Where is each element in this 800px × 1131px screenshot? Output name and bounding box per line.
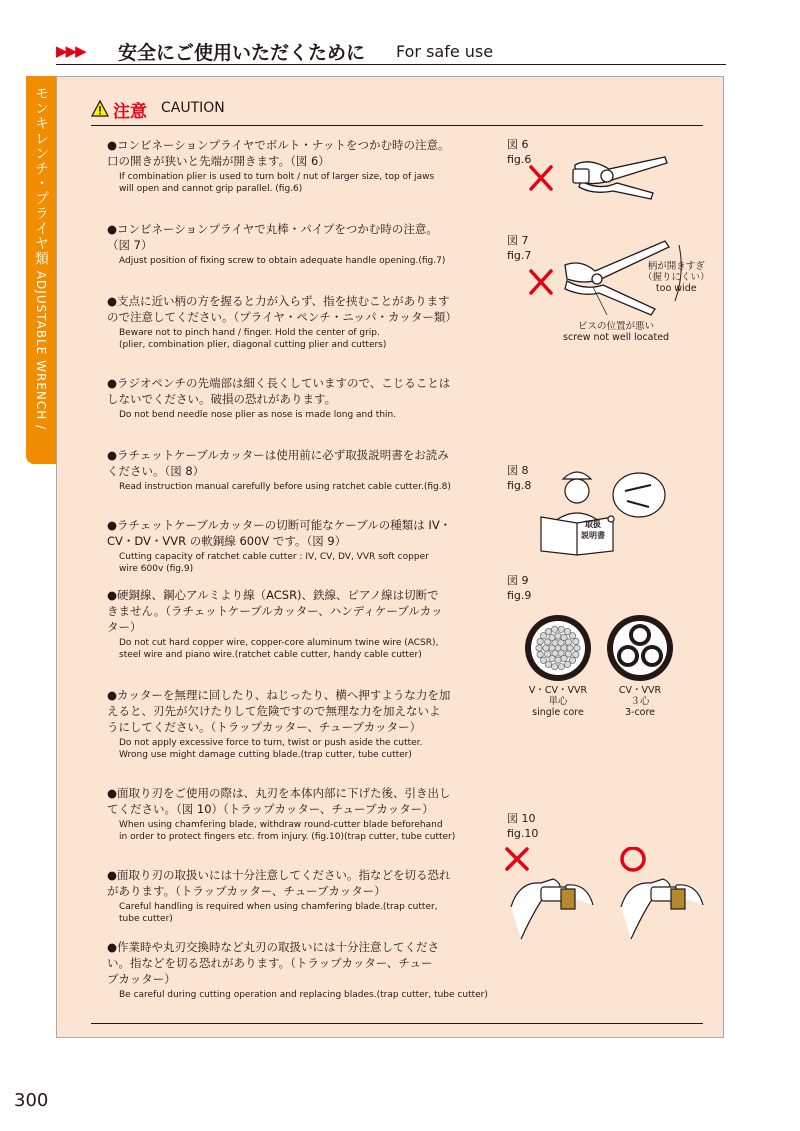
wire-strand (537, 638, 543, 644)
header-title-en: For safe use (396, 42, 494, 61)
wire-strand (558, 664, 564, 670)
three-core-jp: ３心 (630, 696, 650, 707)
cross-mark-icon (531, 271, 551, 293)
side-tab-jp: モンキレンチ・プライヤ類 (33, 86, 49, 266)
caution-divider (91, 125, 703, 126)
item-text-en: Be careful during cutting operation and replacing blades.(trap cutter, tube cutter) (119, 990, 488, 1000)
three-core-cable-icon (605, 613, 675, 683)
fig10-label-jp: 図 10 (507, 812, 536, 825)
fig7-label-jp: 図 7 (507, 234, 529, 247)
fig7-screw-note-en: screw not well located (563, 332, 670, 343)
fig9-label-jp: 図 9 (507, 574, 529, 587)
list-item (107, 785, 487, 843)
item-text-en: When using chamfering blade, withdraw round-cutter blade beforehand in order to protect fingers etc. from injury. (fig.10)(trap cutter, tube cutter) (119, 820, 456, 842)
item-text-jp: ●作業時や丸刃交換時など丸刃の取扱いには十分注意してくださ い。指などを切る恐れがあります。（トラップカッター、チュー ブカッター） (107, 940, 440, 986)
header-arrows-icon: ▶▶▶ (56, 42, 85, 60)
fig7-screw-note (563, 321, 669, 343)
caution-label-en: CAUTION (161, 100, 225, 116)
wire-strand (555, 633, 561, 639)
item-text-jp: ●ラチェットケーブルカッターは使用前に必ず取扱説明書をお読み ください。（図 8） (107, 448, 449, 478)
item-text-en: Beware not to pinch hand / finger. Hold the center of grip. (plier, combination plier, diagonal cutting plier and cutters) (119, 328, 387, 350)
item-text-en: Adjust position of fixing screw to obtain adequate handle opening.(fig.7) (119, 256, 446, 266)
item-text-en: If combination plier is used to turn bolt / nut of larger size, top of jaws will open and cannot grip parallel. (fig.6) (119, 172, 435, 194)
hands-with-cutter-icon (511, 879, 703, 939)
wire-strand (569, 633, 575, 639)
wire-strand (552, 664, 558, 670)
fig7-screw-note-jp: ビスの位置が悪い (578, 321, 655, 332)
list-item (107, 517, 487, 575)
side-tab-en: ADJUSTABLE WRENCH / PLIER (4, 86, 48, 431)
wire-strand (555, 657, 561, 663)
header-title-jp: 安全にご使用いただくために (118, 42, 366, 64)
fig10-label (507, 811, 538, 841)
item-text-jp: ●ラチェットケーブルカッターの切断可能なケーブルの種類は IV・ CV・DV・VVR の軟銅線 600V です。（図 9） (107, 518, 452, 548)
item-text-jp: ●コンビネーションプライヤでボルト・ナットをつかむ時の注意。 口の開きが狭いと先端が開きます。（図 6） (107, 138, 450, 168)
wire-strand (544, 651, 550, 657)
caution-label-jp: 注意 (113, 102, 147, 122)
page-header (56, 36, 726, 66)
item-text-en: Do not bend needle nose plier as nose is made long and thin. (119, 410, 397, 420)
list-item (107, 137, 487, 195)
fig7-label-en: fig.7 (507, 249, 532, 262)
wire-strand (573, 651, 579, 657)
list-item (107, 939, 527, 1001)
single-core-en: single core (532, 707, 584, 718)
fig9-label (507, 573, 531, 603)
item-text-en: Cutting capacity of ratchet cable cutter : IV, CV, DV, VVR soft copper wire 600v (fig.9) (119, 552, 429, 574)
three-core-type: CV・VVR (618, 685, 662, 696)
item-text-jp: ●面取り刃の取扱いには十分注意してください。指などを切る恐れ があります。（トラップカッター、チューブカッター） (107, 868, 451, 898)
wire-strand (549, 634, 555, 640)
fig8-manual-text: 取扱 説明書 (581, 520, 605, 540)
item-text-jp: ●ラジオペンチの先端部は細く長くしていますので、こじることは しないでください。破損の恐れがあります。 (107, 376, 451, 406)
page-number: 300 (14, 1090, 49, 1111)
item-text-en: Do not apply excessive force to turn, twist or push aside the cutter. Wrong use might damage cutting blade.(trap cutter, tube cutter) (119, 738, 423, 760)
fig7-handle-note (643, 261, 710, 294)
wire-strand (564, 661, 570, 667)
wire-strand (543, 645, 549, 651)
plier-icon (573, 157, 667, 199)
fig9-label-en: fig.9 (507, 589, 532, 602)
single-core-jp: 単心 (548, 696, 568, 707)
fig7-handle-note-en: too wide (655, 283, 697, 294)
list-item (107, 375, 487, 421)
list-item (107, 221, 487, 267)
wire-strand (567, 645, 573, 651)
item-text-jp: ●カッターを無理に回したり、ねじったり、横へ押すような力を加 えると、刃先が欠けたりして危険ですので無理な力を加えないよ うにしてください。（トラップカッター、チューブカッター） (107, 688, 451, 734)
list-item (107, 293, 487, 351)
fig8-reading-manual-illustration (527, 465, 667, 557)
fig8-label-en: fig.8 (507, 479, 532, 492)
item-text-jp: ●支点に近い柄の方を握ると力が入らず、指を挟むことがあります ので注意してください。（プライヤ・ペンチ・ニッパ・カッター類） (107, 294, 457, 324)
wire-strand (545, 628, 551, 634)
wire-strand (565, 639, 571, 645)
fig7-handle-note-jp: 柄が開きすぎ （握りにくい） (643, 261, 710, 283)
panel-bottom-divider (91, 1023, 703, 1024)
warning-icon (91, 100, 109, 117)
side-tab (4, 76, 56, 464)
single-core-caption (523, 685, 593, 718)
wire-strand (573, 638, 579, 644)
fig6-plier-illustration (525, 147, 675, 207)
cross-mark-icon (531, 167, 551, 189)
fig6-label-en: fig.6 (507, 153, 532, 166)
wire-strand (558, 626, 564, 632)
fig10-label-en: fig.10 (507, 827, 539, 840)
caution-panel (56, 76, 724, 1038)
single-core-type: V・CV・VVR (528, 685, 588, 696)
wire-strand (540, 657, 546, 663)
wire-strand (536, 645, 542, 651)
wire-strand (574, 645, 580, 651)
list-item (107, 587, 487, 661)
fig6-label-jp: 図 6 (507, 138, 529, 151)
cross-mark-icon (507, 849, 527, 869)
item-text-en: Careful handling is required when using chamfering blade.(trap cutter, tube cutter) (119, 902, 438, 924)
item-text-jp: ●面取り刃をご使用の際は、丸刃を本体内部に下げた後、引き出し てください。（図 10）（トラップカッター、チューブカッター） (107, 786, 451, 816)
header-divider (56, 64, 726, 65)
wire-strand (552, 626, 558, 632)
thought-bubble-icon (608, 473, 665, 522)
list-item (107, 687, 487, 761)
single-core-cable-icon (523, 613, 593, 683)
item-text-jp: ●コンビネーションプライヤで丸棒・パイプをつかむ時の注意。 （図 7） (107, 222, 438, 252)
wire-strand (561, 655, 567, 661)
list-item (107, 867, 487, 925)
three-core-caption (605, 685, 675, 718)
item-text-en: Read instruction manual carefully before using ratchet cable cutter.(fig.8) (119, 482, 451, 492)
item-text-jp: ●硬銅線、鋼心アルミより線（ACSR)、鉄線、ピアノ線は切断で きません。（ラチェットケーブルカッター、ハンディケーブルカッ ター） (107, 588, 443, 634)
fig10-chamfering-illustration (501, 847, 711, 947)
three-core-en: 3-core (624, 707, 656, 718)
list-item (107, 447, 487, 493)
fig8-label-jp: 図 8 (507, 464, 529, 477)
item-text-en: Do not cut hard copper wire, copper-core aluminum twine wire (ACSR), steel wire and piano wire.(ratchet cable cutter, handy cable cutter) (119, 638, 439, 660)
circle-mark-icon (622, 848, 644, 870)
wire-strand (537, 651, 543, 657)
